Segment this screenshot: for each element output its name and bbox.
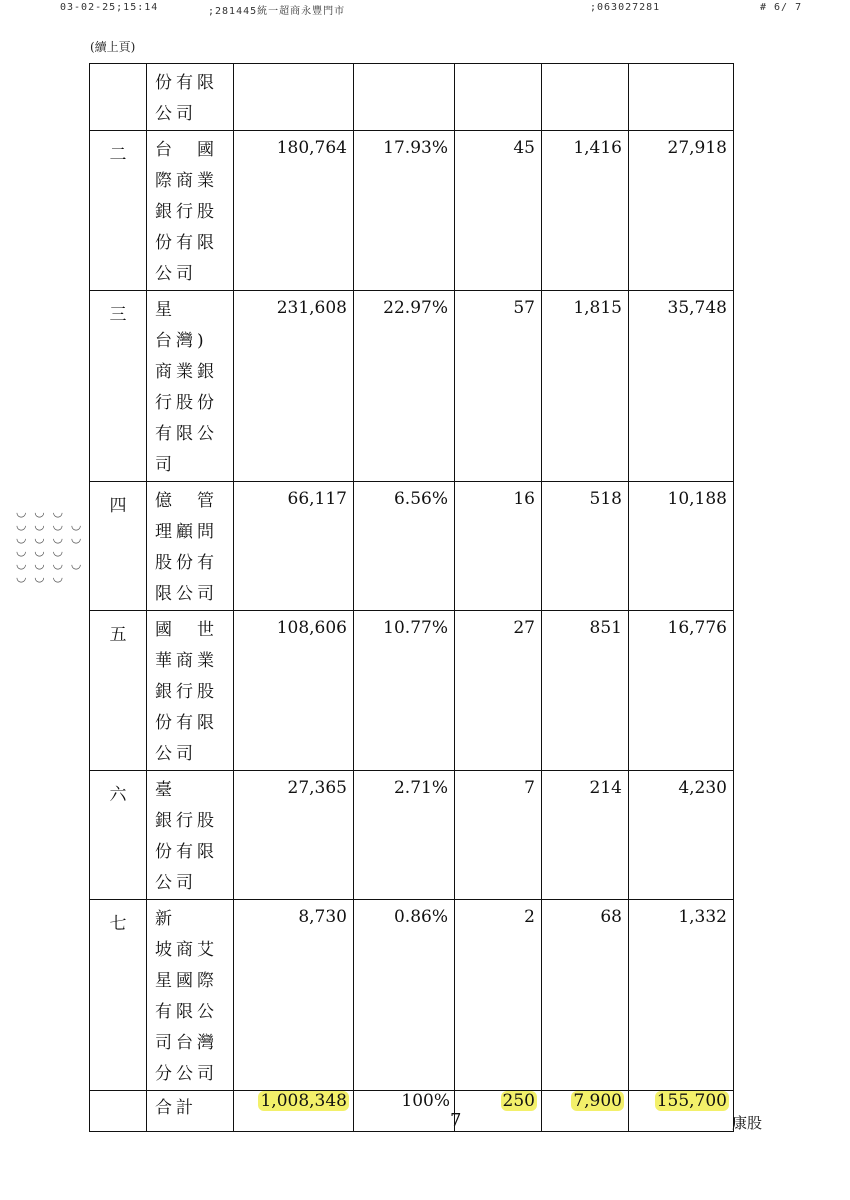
value-cell (542, 64, 629, 131)
row-index (90, 64, 147, 131)
total-count-cell (455, 1091, 542, 1132)
amount-cell: 231,608 (234, 291, 354, 482)
scan-noise: ◡ ◡ ◡ ◡ ◡ ◡ ◡ ◡ ◡ ◡ ◡ ◡ ◡ ◡ ◡ ◡ ◡ ◡ ◡ ◡ ◡ (16, 505, 84, 584)
amount-cell: 27,365 (234, 771, 354, 900)
total-percent-cell: 100% (354, 1091, 455, 1132)
highlight-mark: 250 (502, 1091, 535, 1111)
bank-name: 臺 銀行股份有限公司 (147, 771, 234, 900)
count-cell: 57 (455, 291, 542, 482)
row-index: 七 (90, 900, 147, 1091)
highlight-mark: 155,700 (656, 1091, 727, 1111)
row-index (90, 1091, 147, 1132)
value-cell-2: 4,230 (629, 771, 734, 900)
amount-cell: 108,606 (234, 611, 354, 771)
page-number: 7 (450, 1110, 462, 1131)
amount-cell: 8,730 (234, 900, 354, 1091)
table-row (90, 900, 734, 1091)
table-row (90, 611, 734, 771)
bank-name: 國 世華商業銀行股份有限公司 (147, 611, 234, 771)
value-cell: 214 (542, 771, 629, 900)
footer-mark: 康股 (732, 1114, 763, 1132)
bank-name: 星 台灣)商業銀行股份有限公司 (147, 291, 234, 482)
row-index: 五 (90, 611, 147, 771)
row-index: 四 (90, 482, 147, 611)
shareholding-table (89, 63, 734, 1132)
count-cell: 2 (455, 900, 542, 1091)
table-row (90, 64, 734, 131)
count-cell: 45 (455, 131, 542, 291)
fax-header (0, 2, 850, 16)
value-cell-2: 27,918 (629, 131, 734, 291)
highlight-mark: 7,900 (573, 1091, 622, 1111)
highlight-mark: 1,008,348 (260, 1091, 347, 1111)
percent-cell (354, 64, 455, 131)
fax-number: ;063027281 (590, 2, 661, 13)
total-value-cell-2 (629, 1091, 734, 1132)
value-cell-2: 10,188 (629, 482, 734, 611)
bank-name: 億 管理顧問股份有限公司 (147, 482, 234, 611)
percent-cell: 6.56% (354, 482, 455, 611)
row-index: 二 (90, 131, 147, 291)
total-amount-cell (234, 1091, 354, 1132)
total-label-cell: 合計 (147, 1091, 234, 1132)
amount-cell: 66,117 (234, 482, 354, 611)
value-cell-2: 16,776 (629, 611, 734, 771)
bank-name: 台 國際商業銀行股份有限公司 (147, 131, 234, 291)
value-cell: 518 (542, 482, 629, 611)
value-cell: 851 (542, 611, 629, 771)
value-cell: 1,416 (542, 131, 629, 291)
count-cell: 7 (455, 771, 542, 900)
value-cell: 1,815 (542, 291, 629, 482)
total-row (90, 1091, 734, 1132)
percent-cell: 22.97% (354, 291, 455, 482)
table-row (90, 482, 734, 611)
amount-cell (234, 64, 354, 131)
percent-cell: 0.86% (354, 900, 455, 1091)
row-index: 六 (90, 771, 147, 900)
bank-name: 新 坡商艾星國際有限公司台灣分公司 (147, 900, 234, 1091)
fax-timestamp: 03-02-25;15:14 (60, 2, 159, 13)
count-cell (455, 64, 542, 131)
fax-sender: ;281445統一超商永豐門市 (208, 6, 346, 17)
total-value-cell (542, 1091, 629, 1132)
continued-label: (續上頁) (90, 40, 136, 54)
percent-cell: 10.77% (354, 611, 455, 771)
bank-name: 份有限公司 (147, 64, 234, 131)
fax-page-indicator: # 6/ 7 (760, 2, 803, 13)
table-row (90, 131, 734, 291)
table-row (90, 291, 734, 482)
value-cell-2: 1,332 (629, 900, 734, 1091)
table-row (90, 771, 734, 900)
count-cell: 16 (455, 482, 542, 611)
amount-cell: 180,764 (234, 131, 354, 291)
row-index: 三 (90, 291, 147, 482)
percent-cell: 17.93% (354, 131, 455, 291)
count-cell: 27 (455, 611, 542, 771)
value-cell-2: 35,748 (629, 291, 734, 482)
value-cell-2 (629, 64, 734, 131)
value-cell: 68 (542, 900, 629, 1091)
percent-cell: 2.71% (354, 771, 455, 900)
